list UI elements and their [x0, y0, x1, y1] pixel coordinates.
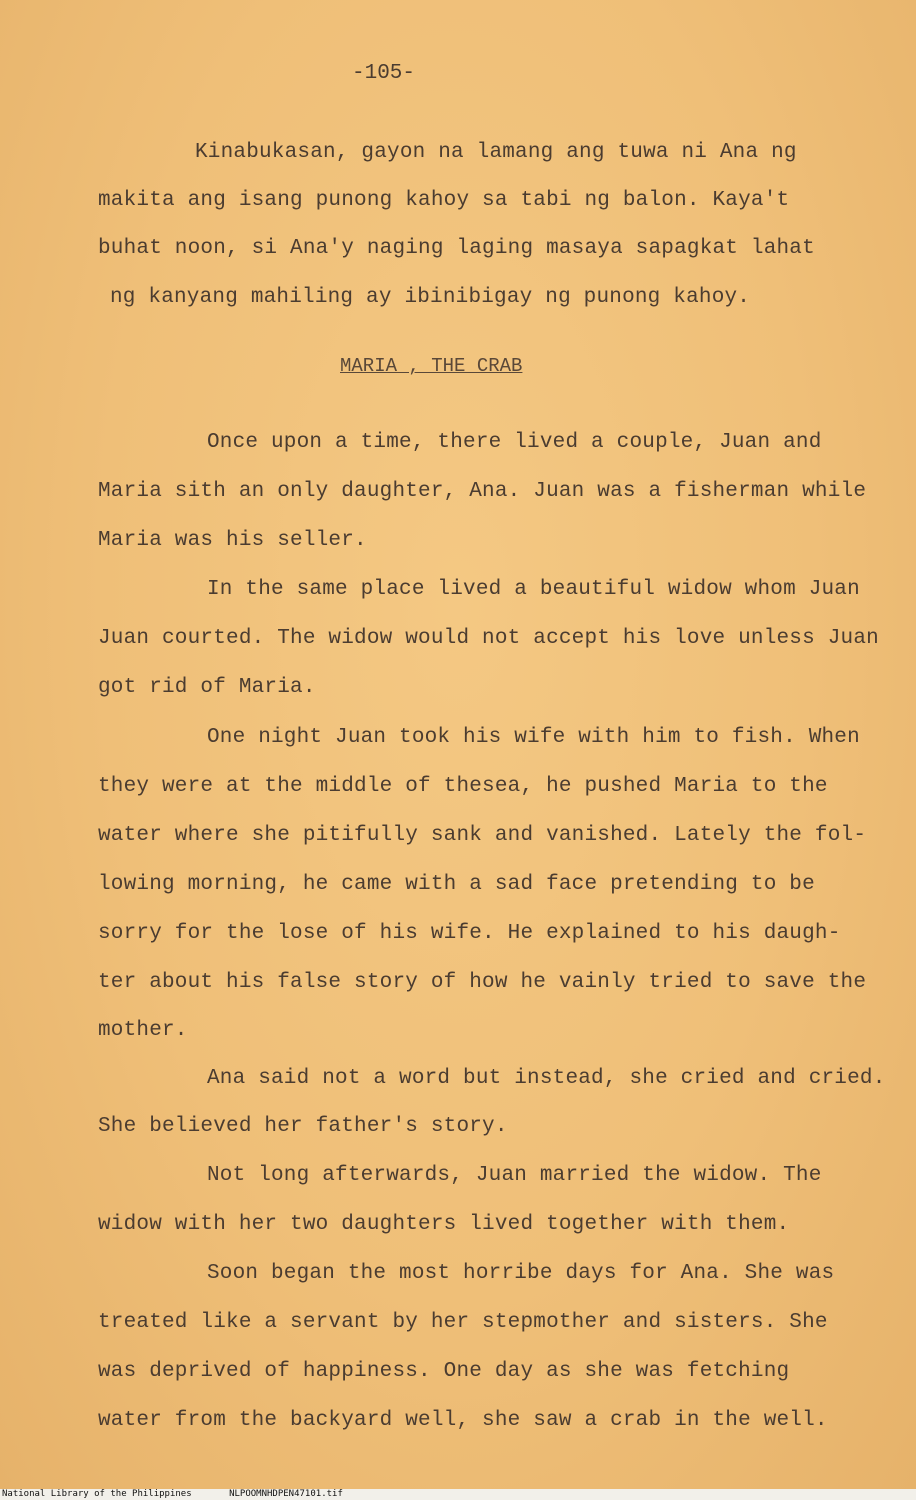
text-line: Ana said not a word but instead, she cried and cried.	[207, 1067, 886, 1090]
text-line: widow with her two daughters lived together with them.	[98, 1213, 790, 1236]
text-line: She believed her father's story.	[98, 1115, 508, 1138]
text-line: Maria sith an only daughter, Ana. Juan was a fisherman while	[98, 480, 867, 503]
footer-library: National Library of the Philippines	[2, 1489, 192, 1499]
text-line: ter about his false story of how he vainly tried to save the	[98, 971, 867, 994]
text-line: sorry for the lose of his wife. He explained to his daugh-	[98, 922, 841, 945]
text-line: In the same place lived a beautiful widow whom Juan	[207, 578, 860, 601]
text-line: they were at the middle of thesea, he pushed Maria to the	[98, 775, 828, 798]
text-line: makita ang isang punong kahoy sa tabi ng balon. Kaya't	[98, 189, 790, 212]
text-line: got rid of Maria.	[98, 676, 316, 699]
text-line: treated like a servant by her stepmother and sisters. She	[98, 1311, 828, 1334]
text-line: water from the backyard well, she saw a crab in the well.	[98, 1409, 828, 1432]
text-line: One night Juan took his wife with him to fish. When	[207, 726, 860, 749]
text-line: ng kanyang mahiling ay ibinibigay ng punong kahoy.	[110, 286, 751, 309]
text-line: Soon began the most horribe days for Ana. She was	[207, 1262, 835, 1285]
text-line: Maria was his seller.	[98, 529, 367, 552]
text-line: mother.	[98, 1019, 188, 1042]
scan-footer	[0, 1489, 916, 1500]
text-line: Once upon a time, there lived a couple, Juan and	[207, 431, 822, 454]
page-number: -105-	[352, 62, 416, 85]
text-line: lowing morning, he came with a sad face pretending to be	[98, 873, 815, 896]
text-line: was deprived of happiness. One day as she was fetching	[98, 1360, 790, 1383]
text-line: Not long afterwards, Juan married the widow. The	[207, 1164, 822, 1187]
text-line: buhat noon, si Ana'y naging laging masaya sapagkat lahat	[98, 237, 815, 260]
text-line: Kinabukasan, gayon na lamang ang tuwa ni Ana ng	[195, 141, 797, 164]
footer-filename: NLPOOMNHDPEN47101.tif	[229, 1489, 343, 1499]
text-line: Juan courted. The widow would not accept his love unless Juan	[98, 627, 879, 650]
text-line: water where she pitifully sank and vanished. Lately the fol-	[98, 824, 867, 847]
story-title: MARIA , THE CRAB	[340, 355, 523, 377]
